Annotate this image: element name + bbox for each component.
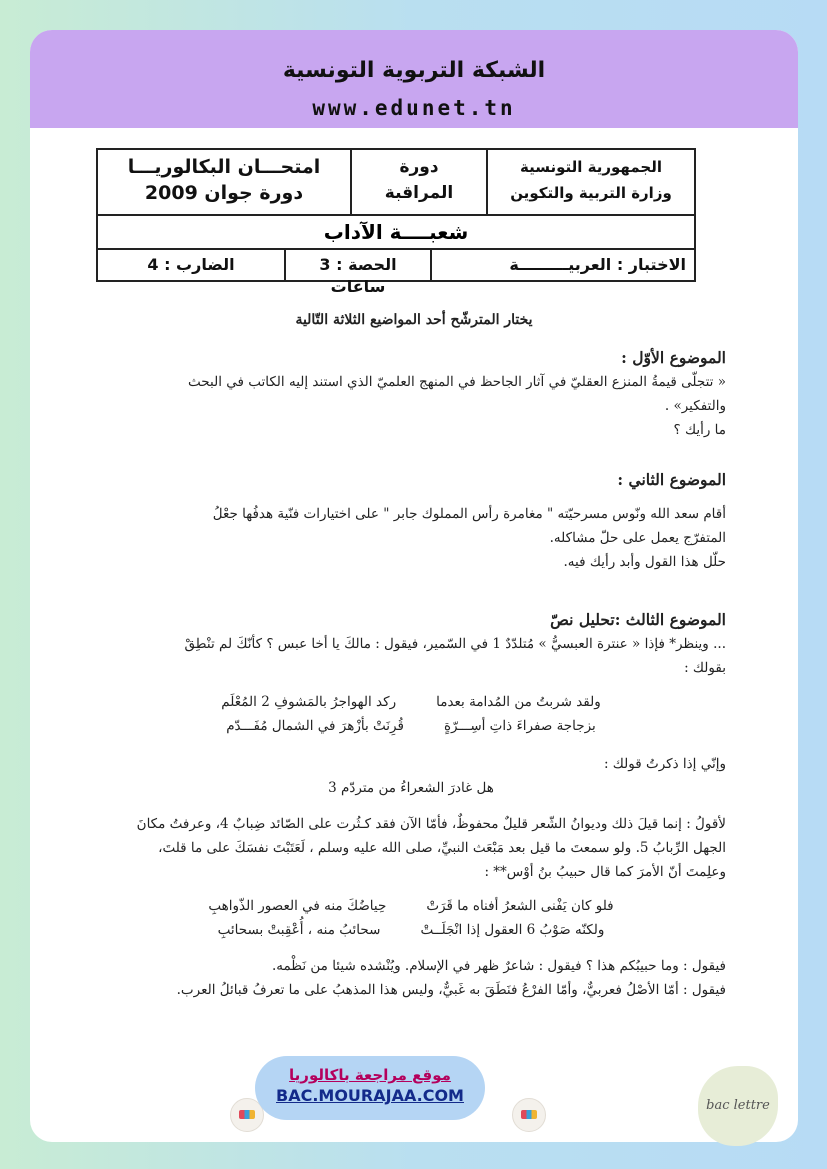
ministry-cell: [486, 150, 694, 214]
subject-label: الاختبار : العربيـــــــــة: [430, 250, 694, 280]
footer-site-arabic[interactable]: موقع مراجعة باكالوريا: [289, 1066, 451, 1084]
coefficient-label: الضارب : 4: [147, 255, 235, 274]
republic-label: الجمهورية التونسية: [520, 158, 662, 176]
header-row-branch: [98, 216, 694, 250]
banner-title: الشبكة التربوية التونسية: [282, 58, 546, 83]
topic3-p1-line2: بقولك :: [684, 660, 726, 676]
topic2-heading: الموضوع الثاني :: [617, 470, 726, 489]
verse-4-first-hemistich: ولكنّه صَوْبُ 6 العقول إذا انْجَلَــتْ: [420, 922, 605, 938]
instruction: يختار المترشّح أحد المواضيع الثلاثة التّالية: [295, 312, 533, 328]
topic1-heading: الموضوع الأوّل :: [621, 348, 726, 367]
topic1-line2: والتفكير» .: [664, 398, 726, 414]
header-row-details: [98, 250, 694, 296]
exam-header-table: [96, 148, 696, 296]
topic3-p2-verse: هل غادرَ الشعراءُ من متردّم 3: [328, 780, 494, 796]
topic3-p1-line1: ... وينظر* فإذا « عنترة العبسيُّ » مُتلدّدٌ 1 في السّمير، فيقول : مالكَ يا أخا عبس ؟ كأنّكَ لم تنْطِقْ: [184, 636, 726, 652]
topic1-block: [96, 346, 726, 442]
topic2-block: [96, 468, 726, 574]
topic1-line1: « تتجلّى قيمةُ المنزع العقليّ في آثار الجاحظ في المنهج العلميّ الذي استند إليه الكاتب في البحث: [188, 374, 726, 390]
footer-site-url[interactable]: BAC.MOURAJAA.COM: [276, 1086, 464, 1105]
exam-title-cell: [98, 150, 350, 214]
branch-label: شعبــــة الآداب: [323, 220, 469, 244]
session-type: المراقبة: [384, 183, 454, 203]
verse-1: [96, 690, 726, 714]
ministry-label: وزارة التربية والتكوين: [510, 184, 672, 202]
footer-site-badge[interactable]: [255, 1056, 485, 1120]
topic3-p2-line1: وإنّي إذا ذكرتُ قولك :: [603, 756, 726, 772]
verse-2-second-hemistich: قُرِنَتْ بأزْهرَ في الشمال مُفَـــدّم: [226, 718, 404, 734]
page: [30, 30, 798, 1142]
topic3-block: [96, 608, 726, 1002]
verse-2-first-hemistich: بزجاجة صفراءَ ذاتِ أسِـــرّةٍ: [443, 718, 596, 734]
topic2-line3: حلّل هذا القول وأبد رأيك فيه.: [563, 554, 726, 570]
exam-title: امتحـــان البكالوريـــا: [127, 156, 321, 178]
session-cell: [350, 150, 486, 214]
topic1-line3: ما رأيك ؟: [673, 422, 726, 438]
topic3-heading: الموضوع الثالث :تحليل نصّ: [550, 610, 726, 629]
topic3-p3-line2: الجهل الرِّبابُ 5. ولو سمعتَ ما قيل بعد مَبْعَث النبيِّ، صلى الله عليه وسلم ، لَعَتَبْتَ نفسَكَ على ما قلتَ،: [158, 840, 726, 856]
site-logo-right-icon: [512, 1098, 546, 1132]
topic3-p4-line1: فيقول : وما حبيبُكم هذا ؟ فيقول : شاعرٌ ظهر في الإسلام. ويُنْشده شيئا من نَظْمه.: [271, 958, 726, 974]
verse-4-second-hemistich: سحائبُ منه ، أُعْقِبتْ بسحائبِ: [217, 922, 381, 938]
verse-4: [96, 918, 726, 942]
verse-3: [96, 894, 726, 918]
verse-1-second-hemistich: ركد الهواجرُ بالمَشوفِ 2 المُعْلَم: [221, 694, 397, 710]
exam-session: دورة جوان 2009: [144, 182, 304, 204]
session-label: دورة: [399, 157, 439, 177]
header-row-top: [98, 150, 694, 216]
topic3-p3-line3: وعلِمتَ أنّ الأمرَ كما قال حبيبُ بنُ أوْس** :: [484, 864, 726, 880]
topic3-p3-line1: لأقولُ : إنما قيلَ ذلك وديوانُ الشّعر قليلٌ محفوظٌ، فأمّا الآن فقد كـثُرت على الصّائد ضِبابٌ 4، وعرفتُ مكانَ: [136, 816, 726, 832]
verse-1-first-hemistich: ولقد شربتُ من المُدامة بعدما: [436, 694, 601, 710]
topic2-line2: المتفرّج يعمل على حلّ مشاكله.: [549, 530, 726, 546]
bac-lettre-logo: bac lettre: [698, 1066, 778, 1146]
top-banner: [30, 30, 798, 128]
duration-label: الحصة : 3 ساعات: [284, 250, 430, 280]
topic2-line1: أقام سعد الله ونّوس مسرحيّته " مغامرة رأس المملوك جابر " على اختيارات فنّية هدفُها جعْلُ: [212, 506, 726, 522]
verse-3-second-hemistich: حِياضُكَ منه في العصور الذّواهبِ: [208, 898, 387, 914]
verse-3-first-hemistich: فلو كان يَفْنى الشعرُ أفناه ما قَرَتْ: [426, 898, 614, 914]
topic3-p4-line2: فيقول : أمّا الأصْلُ فعربيٌّ، وأمّا الفرْعُ فنَطَقَ به غَبيٌّ، وليس هذا المذهبُ على ما تعرفُ قبائلُ العرب.: [176, 982, 726, 998]
banner-url[interactable]: www.edunet.tn: [312, 96, 516, 120]
verse-2: [96, 714, 726, 738]
